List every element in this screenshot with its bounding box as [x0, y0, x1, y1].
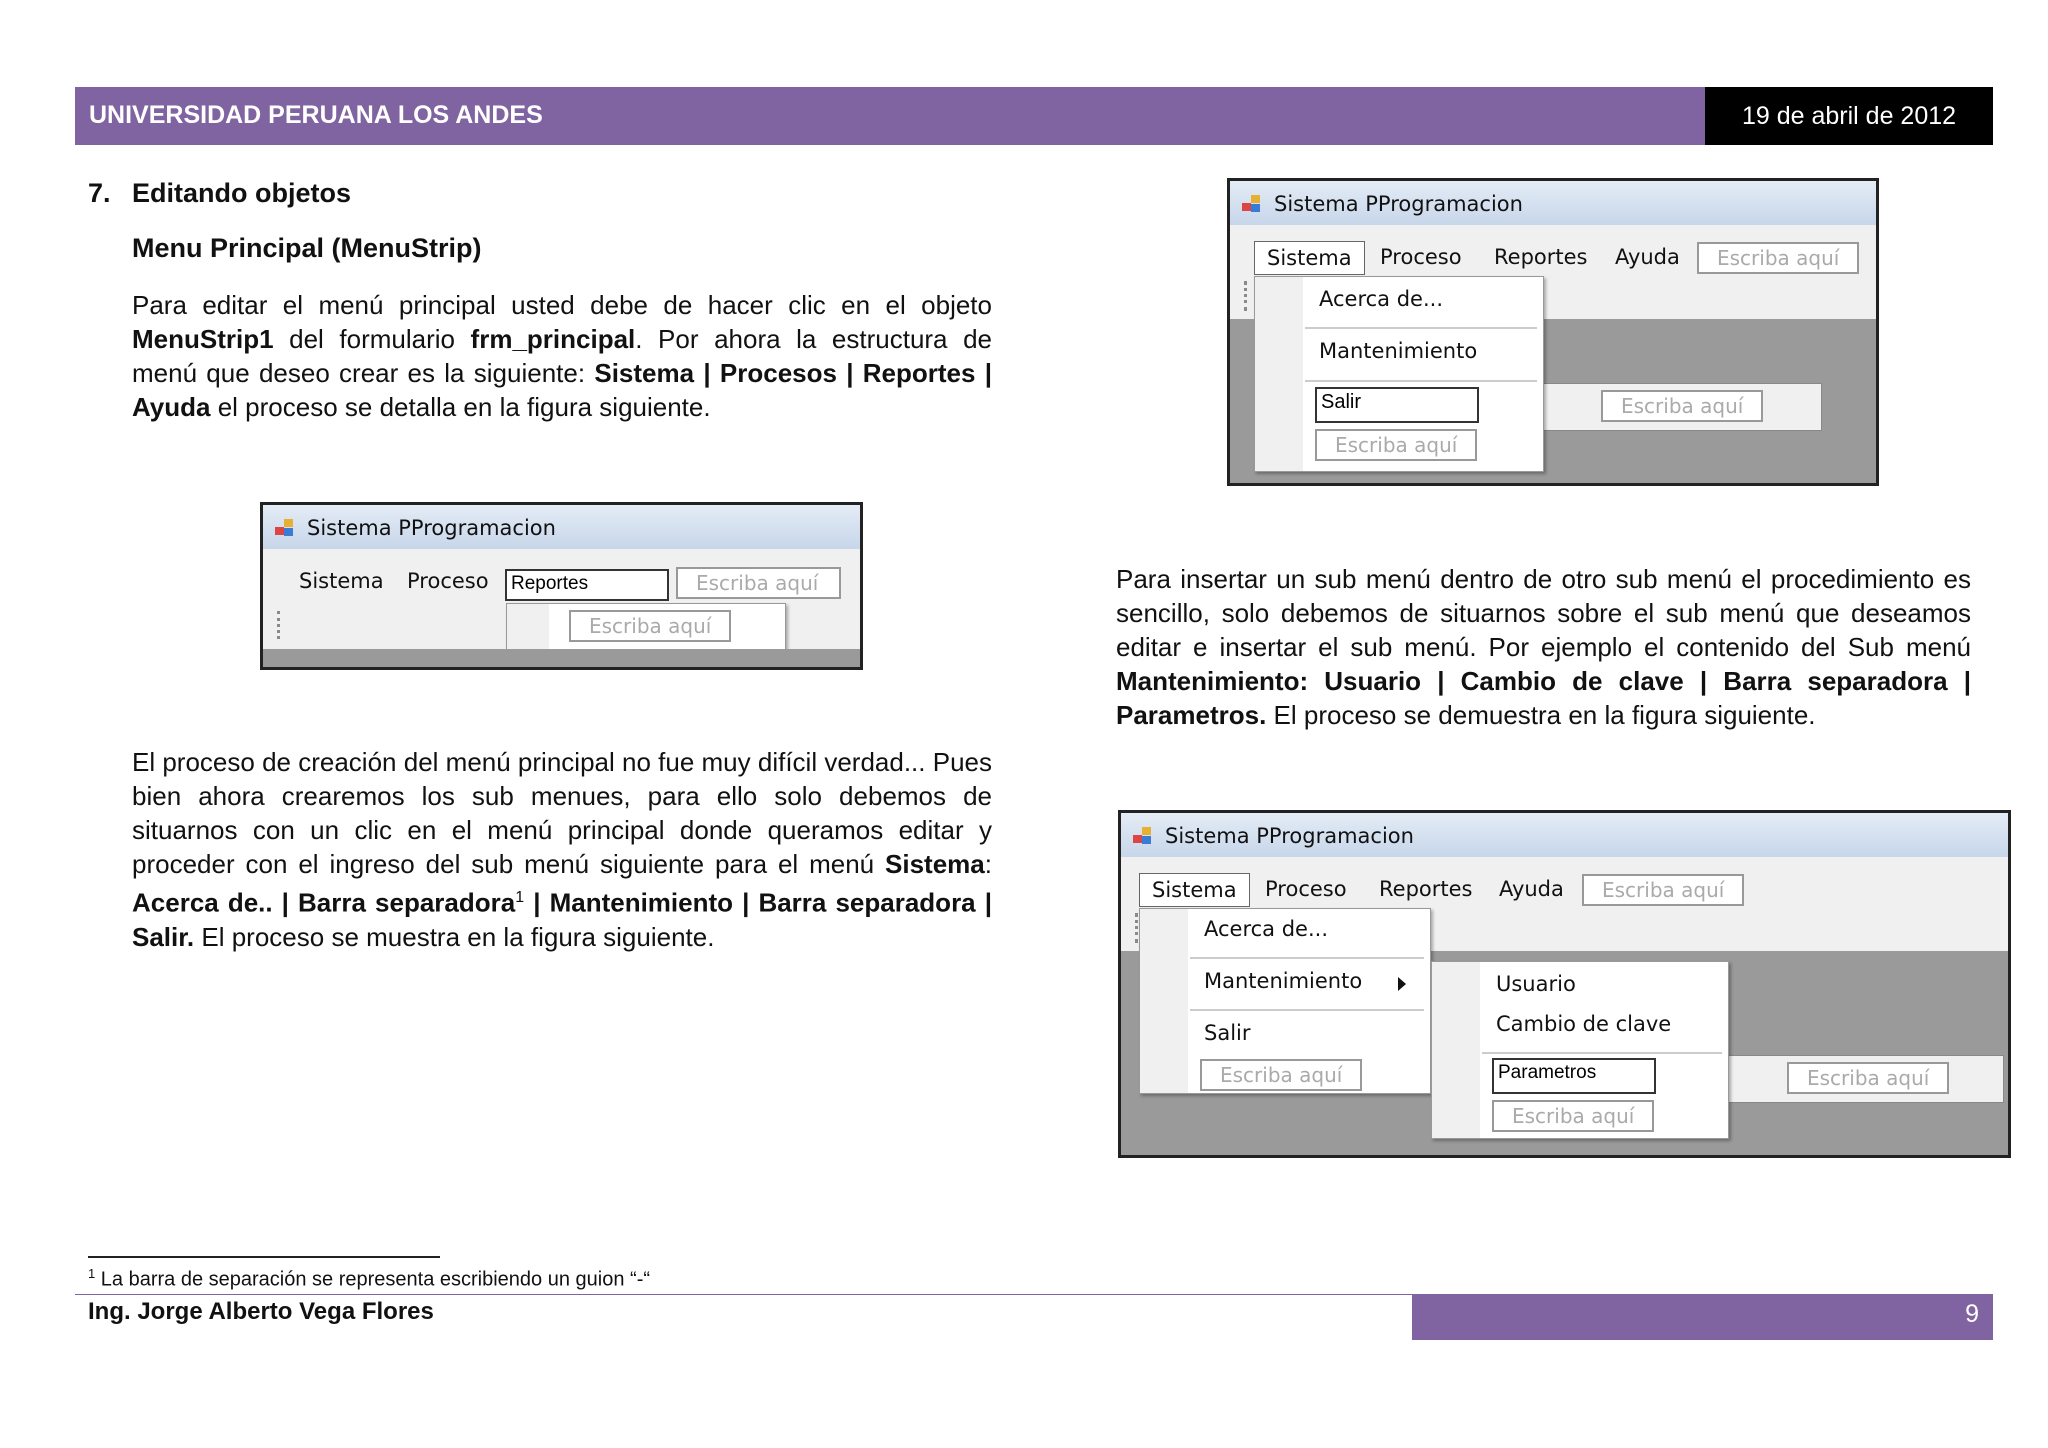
window-title: Sistema PProgramacion [1274, 192, 1523, 216]
placeholder-input[interactable]: Escriba aquí [1697, 242, 1859, 274]
reportes-edit-field[interactable]: Reportes [505, 569, 669, 601]
window-titlebar [1121, 813, 2008, 857]
dropdown-sistema [1254, 276, 1544, 472]
bold-span: Sistema [885, 849, 985, 879]
placeholder-input[interactable]: Escriba aquí [1200, 1059, 1362, 1091]
text-span: Para insertar un sub menú dentro de otro sub menú el procedimiento es sencillo, solo debemos de situarnos sobre el sub menú que deseamos editar e insertar el sub menú. Por ejemplo el contenido del Sub menú [1116, 564, 1971, 662]
bold-span: frm_principal [470, 324, 636, 354]
submenu-mantenimiento[interactable]: Mantenimiento [1319, 339, 1478, 363]
menu-proceso[interactable]: Proceso [407, 569, 489, 593]
text-span: el proceso se detalla en la figura siguiente. [210, 392, 711, 422]
bold-span: Acerca de.. | Barra separadora [132, 887, 516, 918]
menu-separator [1190, 1009, 1424, 1011]
menu-reportes[interactable]: Reportes [1379, 877, 1473, 901]
menu-reportes[interactable]: Reportes [1494, 245, 1588, 269]
footnote-text: La barra de separación se representa escribiendo un guion “-“ [95, 1268, 651, 1291]
menu-separator [1482, 1052, 1722, 1054]
window-title: Sistema PProgramacion [1165, 824, 1414, 848]
dropdown-strip [507, 604, 549, 650]
parametros-edit-field[interactable]: Parametros [1492, 1058, 1656, 1094]
placeholder-input[interactable]: Escriba aquí [676, 567, 841, 599]
section-number: 7. [88, 178, 111, 208]
dropdown-strip [1432, 962, 1480, 1138]
dropdown-mantenimiento [1431, 961, 1729, 1139]
menu-sistema[interactable]: Sistema [299, 569, 384, 593]
bold-span: | Mantenimiento | Barra separadora | Salir. [132, 887, 992, 952]
placeholder-input[interactable]: Escriba aquí [1601, 390, 1763, 422]
footnote [88, 1266, 650, 1292]
submenu-salir[interactable]: Salir [1204, 1021, 1251, 1045]
grip-handle [1244, 281, 1248, 311]
menu-separator [1305, 327, 1537, 329]
menu-separator [1190, 957, 1424, 959]
section-title: Editando objetos [132, 178, 351, 208]
grip-handle [277, 611, 281, 639]
paragraph-2 [132, 745, 992, 954]
footnote-mark: 1 [88, 1266, 96, 1281]
form-client-area [263, 649, 860, 667]
menu-sistema[interactable]: Sistema [1254, 241, 1365, 275]
menu-proceso[interactable]: Proceso [1380, 245, 1462, 269]
text-span: del formulario [273, 324, 471, 354]
window-titlebar [263, 505, 860, 549]
window-titlebar [1230, 181, 1876, 225]
bold-span: Mantenimiento: Usuario | Cambio de clave | Barra separadora | Parametros. [1116, 666, 1971, 730]
menu-separator [1305, 380, 1537, 382]
placeholder-input[interactable]: Escriba aquí [1582, 874, 1744, 906]
text-span: : [984, 849, 992, 879]
page-header [75, 87, 1993, 145]
submenu-arrow-icon [1398, 977, 1406, 991]
header-title: UNIVERSIDAD PERUANA LOS ANDES [89, 101, 543, 129]
salir-edit-field[interactable]: Salir [1315, 387, 1479, 423]
text-span: El proceso de creación del menú principal no fue muy difícil verdad... Pues bien ahora crearemos los sub menues, para ello solo debemos de situarnos con un clic en el menú principal donde queramos editar y proceder con el ingreso del sub menú siguiente para el menú [132, 747, 992, 879]
paragraph-1 [132, 288, 992, 424]
placeholder-input[interactable]: Escriba aquí [1315, 429, 1477, 461]
text-span: Para editar el menú principal usted debe de hacer clic en el objeto [132, 290, 992, 320]
nested-placeholder-panel [1726, 1055, 2004, 1103]
app-icon [1242, 195, 1262, 213]
footnote-ref[interactable]: 1 [515, 889, 525, 906]
text-span: El proceso se demuestra en la figura siguiente. [1266, 700, 1816, 730]
menu-ayuda[interactable]: Ayuda [1615, 245, 1680, 269]
section-subtitle: Menu Principal (MenuStrip) [132, 233, 482, 263]
placeholder-input[interactable]: Escriba aquí [569, 610, 731, 642]
submenu-acerca[interactable]: Acerca de... [1204, 917, 1329, 941]
submenu-acerca[interactable]: Acerca de... [1319, 287, 1444, 311]
footnote-divider [88, 1256, 440, 1258]
submenu-mantenimiento[interactable]: Mantenimiento [1204, 969, 1363, 993]
menu-bar [1121, 857, 2008, 903]
menu-sistema[interactable]: Sistema [1139, 873, 1250, 907]
header-date: 19 de abril de 2012 [1705, 87, 1993, 145]
text-span: El proceso se muestra en la figura siguiente. [194, 921, 715, 952]
app-icon [275, 519, 295, 537]
dropdown-strip [1255, 277, 1303, 471]
submenu-usuario[interactable]: Usuario [1496, 972, 1576, 996]
dropdown-reportes [506, 603, 786, 651]
text-span: . Por ahora la estructura de menú que deseo crear es la siguiente: [132, 324, 992, 388]
figure-2-window [1227, 178, 1879, 486]
bold-span: Sistema | Procesos | Reportes | Ayuda [132, 358, 992, 422]
menu-ayuda[interactable]: Ayuda [1499, 877, 1564, 901]
menu-proceso[interactable]: Proceso [1265, 877, 1347, 901]
figure-1-window [260, 502, 863, 670]
paragraph-3 [1116, 562, 1971, 732]
placeholder-input[interactable]: Escriba aquí [1787, 1062, 1949, 1094]
dropdown-strip [1140, 909, 1188, 1093]
submenu-cambio-clave[interactable]: Cambio de clave [1496, 1012, 1672, 1036]
footer-page-number: 9 [1412, 1294, 1993, 1340]
window-title: Sistema PProgramacion [307, 516, 556, 540]
dropdown-sistema [1139, 908, 1431, 1094]
app-icon [1133, 827, 1153, 845]
footer-author: Ing. Jorge Alberto Vega Flores [88, 1298, 434, 1325]
placeholder-input[interactable]: Escriba aquí [1492, 1100, 1654, 1132]
figure-3-window [1118, 810, 2011, 1158]
submenu-placeholder-panel [1542, 383, 1822, 431]
bold-span: MenuStrip1 [132, 324, 274, 354]
